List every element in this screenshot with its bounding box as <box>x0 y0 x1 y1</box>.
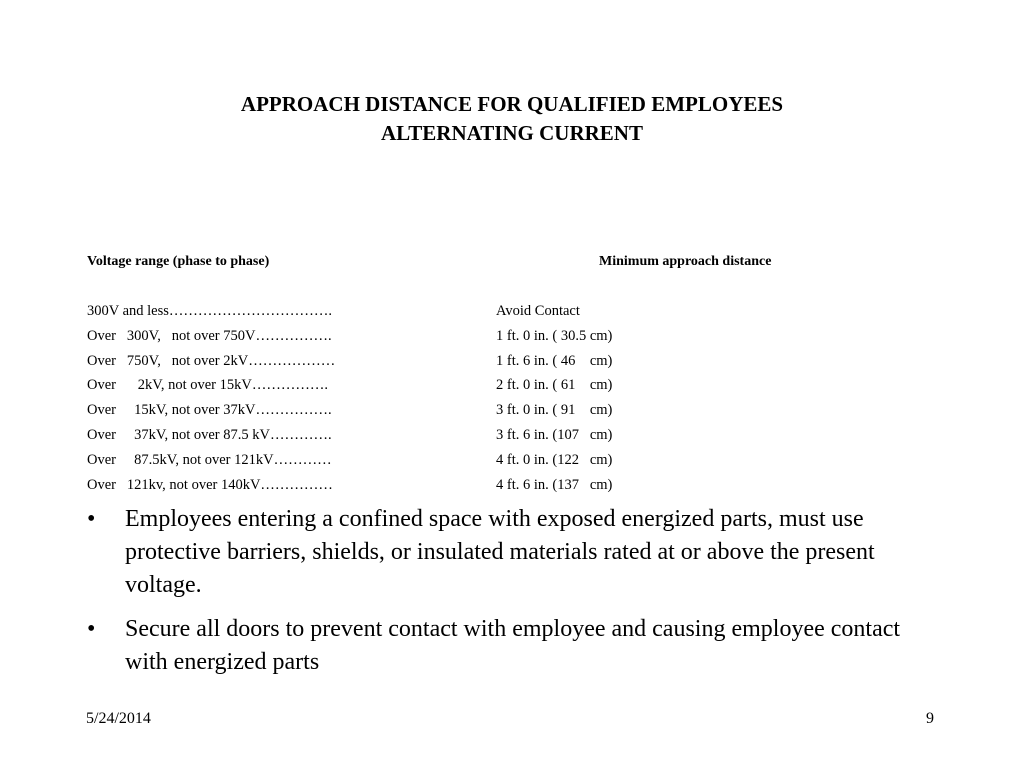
voltage-range-cell: Over 37kV, not over 87.5 kV…………. <box>87 426 332 443</box>
voltage-range-cell: Over 15kV, not over 37kV……………. <box>87 402 332 419</box>
bullet-icon: • <box>87 616 96 642</box>
page-number: 9 <box>926 710 934 727</box>
approach-distance-table <box>0 302 1024 500</box>
approach-distance-cell: 2 ft. 0 in. ( 61 cm) <box>496 377 613 394</box>
table-row <box>0 401 1024 426</box>
table-row <box>0 352 1024 377</box>
table-row <box>0 451 1024 476</box>
bullet-item <box>87 503 937 602</box>
table-row <box>0 476 1024 501</box>
approach-distance-cell: 3 ft. 0 in. ( 91 cm) <box>496 402 613 419</box>
bullet-text: Employees entering a confined space with exposed energized parts, must use protective barriers, shields, or insulated materials rated at or above the present voltage. <box>125 506 875 598</box>
voltage-range-cell: Over 2kV, not over 15kV……………. <box>87 377 328 394</box>
slide-title <box>0 90 1024 148</box>
approach-distance-cell: Avoid Contact <box>496 303 580 319</box>
table-row <box>0 302 1024 327</box>
table-row <box>0 426 1024 451</box>
bullet-list <box>87 503 937 690</box>
footer-date: 5/24/2014 <box>86 710 151 727</box>
bullet-text: Secure all doors to prevent contact with employee and causing employee contact with energized parts <box>125 616 901 675</box>
title-line-1: APPROACH DISTANCE FOR QUALIFIED EMPLOYEES <box>240 92 784 116</box>
table-row <box>0 376 1024 401</box>
approach-distance-cell: 4 ft. 0 in. (122 cm) <box>496 451 613 468</box>
table-row <box>0 327 1024 352</box>
voltage-range-cell: Over 750V, not over 2kV……………… <box>87 352 336 369</box>
column-header-voltage-range: Voltage range (phase to phase) <box>87 254 270 269</box>
approach-distance-cell: 1 ft. 0 in. ( 30.5 cm) <box>496 327 613 344</box>
voltage-range-cell: Over 121kv, not over 140kV…………… <box>87 476 333 493</box>
bullet-icon: • <box>87 506 96 532</box>
approach-distance-cell: 1 ft. 6 in. ( 46 cm) <box>496 352 613 369</box>
title-line-2: ALTERNATING CURRENT <box>381 121 643 145</box>
approach-distance-cell: 4 ft. 6 in. (137 cm) <box>496 476 613 493</box>
column-header-approach-distance: Minimum approach distance <box>599 254 772 269</box>
bullet-item <box>87 613 937 679</box>
voltage-range-cell: Over 300V, not over 750V……………. <box>87 327 332 344</box>
voltage-range-cell: Over 87.5kV, not over 121kV………… <box>87 451 332 468</box>
voltage-range-cell: 300V and less……………………………. <box>87 303 333 319</box>
approach-distance-cell: 3 ft. 6 in. (107 cm) <box>496 426 613 443</box>
